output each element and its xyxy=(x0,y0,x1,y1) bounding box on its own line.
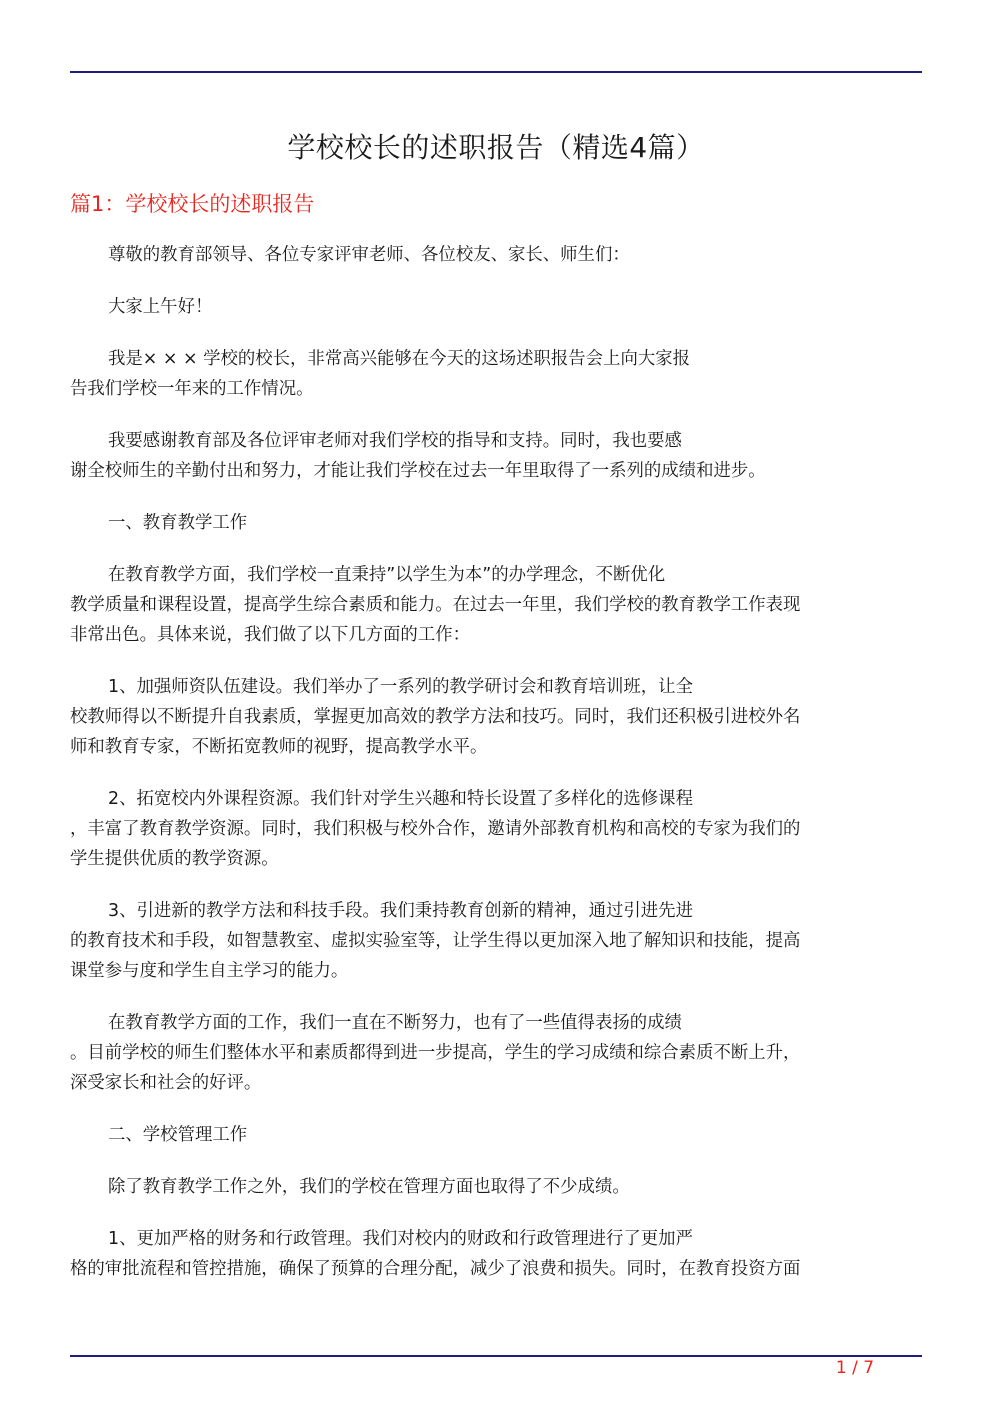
paragraph xyxy=(70,1120,922,1150)
paragraph-line: 大家上午好！ xyxy=(108,297,213,317)
paragraph-line: 格的审批流程和管控措施，确保了预算的合理分配，减少了浪费和损失。同时，在教育投资方面 xyxy=(70,1259,801,1279)
paragraph xyxy=(70,240,922,270)
paragraph-line: 谢全校师生的辛勤付出和努力，才能让我们学校在过去一年里取得了一系列的成绩和进步。 xyxy=(70,461,766,481)
paragraph-line: 一、教育教学工作 xyxy=(108,513,248,533)
paragraph-line: 尊敬的教育部领导、各位专家评审老师、各位校友、家长、师生们： xyxy=(108,245,630,265)
paragraph-line: 1、更加严格的财务和行政管理。我们对校内的财政和行政管理进行了更加严 xyxy=(108,1229,693,1249)
document-title: 学校校长的述职报告（精选4篇） xyxy=(287,131,705,164)
paragraph-line: 二、学校管理工作 xyxy=(108,1125,248,1145)
paragraph xyxy=(70,1008,922,1098)
header-rule xyxy=(70,71,922,73)
paragraph-line: 课堂参与度和学生自主学习的能力。 xyxy=(70,961,349,981)
page-number: 1 / 7 xyxy=(835,1358,875,1378)
paragraph-line: 2、拓宽校内外课程资源。我们针对学生兴趣和特长设置了多样化的选修课程 xyxy=(108,789,693,809)
document-body xyxy=(70,240,922,1306)
paragraph-line: 我要感谢教育部及各位评审老师对我们学校的指导和支持。同时，我也要感 xyxy=(108,431,682,451)
paragraph-line: 深受家长和社会的好评。 xyxy=(70,1073,262,1093)
paragraph-line: 的教育技术和手段，如智慧教室、虚拟实验室等，让学生得以更加深入地了解知识和技能，提高 xyxy=(70,931,801,951)
paragraph-line: 3、引进新的教学方法和科技手段。我们秉持教育创新的精神，通过引进先进 xyxy=(108,901,693,921)
paragraph xyxy=(70,1224,922,1284)
paragraph-line: 师和教育专家，不断拓宽教师的视野，提高教学水平。 xyxy=(70,737,488,757)
paragraph xyxy=(70,426,922,486)
paragraph-line: 教学质量和课程设置，提高学生综合素质和能力。在过去一年里，我们学校的教育教学工作表现 xyxy=(70,595,801,615)
paragraph xyxy=(70,560,922,650)
paragraph-line: 1、加强师资队伍建设。我们举办了一系列的教学研讨会和教育培训班，让全 xyxy=(108,677,693,697)
paragraph-line: 。目前学校的师生们整体水平和素质都得到进一步提高，学生的学习成绩和综合素质不断上升， xyxy=(70,1043,801,1063)
paragraph-line: 我是× × × 学校的校长，非常高兴能够在今天的这场述职报告会上向大家报 xyxy=(108,349,691,369)
paragraph xyxy=(70,1172,922,1202)
paragraph xyxy=(70,672,922,762)
footer-rule xyxy=(70,1355,922,1357)
paragraph-line: 告我们学校一年来的工作情况。 xyxy=(70,379,314,399)
paragraph-line: 除了教育教学工作之外，我们的学校在管理方面也取得了不少成绩。 xyxy=(108,1177,630,1197)
paragraph-line: 非常出色。具体来说，我们做了以下几方面的工作： xyxy=(70,625,470,645)
paragraph-line: 校教师得以不断提升自我素质，掌握更加高效的教学方法和技巧。同时，我们还积极引进校外名 xyxy=(70,707,801,727)
paragraph xyxy=(70,784,922,874)
paragraph xyxy=(70,344,922,404)
paragraph-line: 在教育教学方面的工作，我们一直在不断努力，也有了一些值得表扬的成绩 xyxy=(108,1013,682,1033)
paragraph xyxy=(70,292,922,322)
paragraph-line: 在教育教学方面，我们学校一直秉持”以学生为本”的办学理念，不断优化 xyxy=(108,565,666,585)
paragraph-line: ，丰富了教育教学资源。同时，我们积极与校外合作，邀请外部教育机构和高校的专家为我们的 xyxy=(70,819,801,839)
paragraph-line: 学生提供优质的教学资源。 xyxy=(70,849,279,869)
paragraph xyxy=(70,508,922,538)
paragraph xyxy=(70,896,922,986)
section-heading: 篇1：学校校长的述职报告 xyxy=(70,192,315,216)
